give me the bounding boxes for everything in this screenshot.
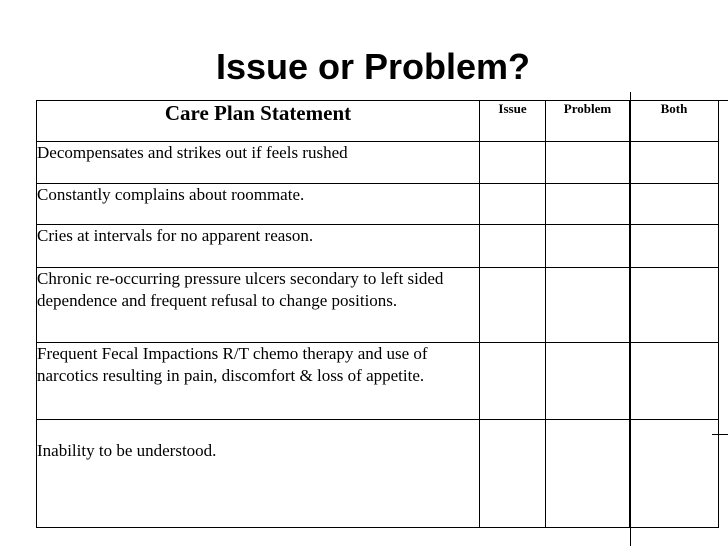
statement-cell: Decompensates and strikes out if feels rushed	[37, 142, 480, 184]
table-row	[37, 184, 719, 225]
table-row	[37, 225, 719, 268]
problem-cell[interactable]	[546, 225, 630, 268]
header-both: Both	[630, 101, 719, 142]
both-cell[interactable]	[630, 420, 719, 528]
problem-cell[interactable]	[546, 184, 630, 225]
column-divider-line	[630, 92, 631, 546]
issue-cell[interactable]	[480, 142, 546, 184]
page-title: Issue or Problem?	[215, 46, 531, 87]
problem-cell[interactable]	[546, 343, 630, 420]
care-plan-table	[36, 100, 719, 528]
issue-cell[interactable]	[480, 184, 546, 225]
table-row	[37, 268, 719, 343]
both-cell[interactable]	[630, 225, 719, 268]
issue-cell[interactable]	[480, 268, 546, 343]
both-cell[interactable]	[630, 343, 719, 420]
statement-cell: Constantly complains about roommate.	[37, 184, 480, 225]
statement-cell: Chronic re-occurring pressure ulcers secondary to left sided dependence and frequent refusal to change positions.	[37, 268, 480, 343]
table-row	[37, 420, 719, 528]
header-issue: Issue	[480, 101, 546, 142]
problem-cell[interactable]	[546, 420, 630, 528]
table-header-row	[37, 101, 719, 142]
issue-cell[interactable]	[480, 343, 546, 420]
issue-cell[interactable]	[480, 420, 546, 528]
header-care-plan-statement: Care Plan Statement	[37, 101, 480, 142]
both-cell[interactable]	[630, 184, 719, 225]
problem-cell[interactable]	[546, 142, 630, 184]
both-cell[interactable]	[630, 142, 719, 184]
table-row	[37, 343, 719, 420]
statement-cell: Cries at intervals for no apparent reason.	[37, 225, 480, 268]
issue-cell[interactable]	[480, 225, 546, 268]
statement-cell: Frequent Fecal Impactions R/T chemo therapy and use of narcotics resulting in pain, discomfort & loss of appetite.	[37, 343, 480, 420]
edge-tick-mark	[712, 434, 728, 435]
both-cell[interactable]	[630, 268, 719, 343]
table-row	[37, 142, 719, 184]
statement-cell: Inability to be understood.	[37, 420, 480, 528]
problem-cell[interactable]	[546, 268, 630, 343]
header-problem: Problem	[546, 101, 630, 142]
edge-tick-mark	[712, 100, 728, 101]
